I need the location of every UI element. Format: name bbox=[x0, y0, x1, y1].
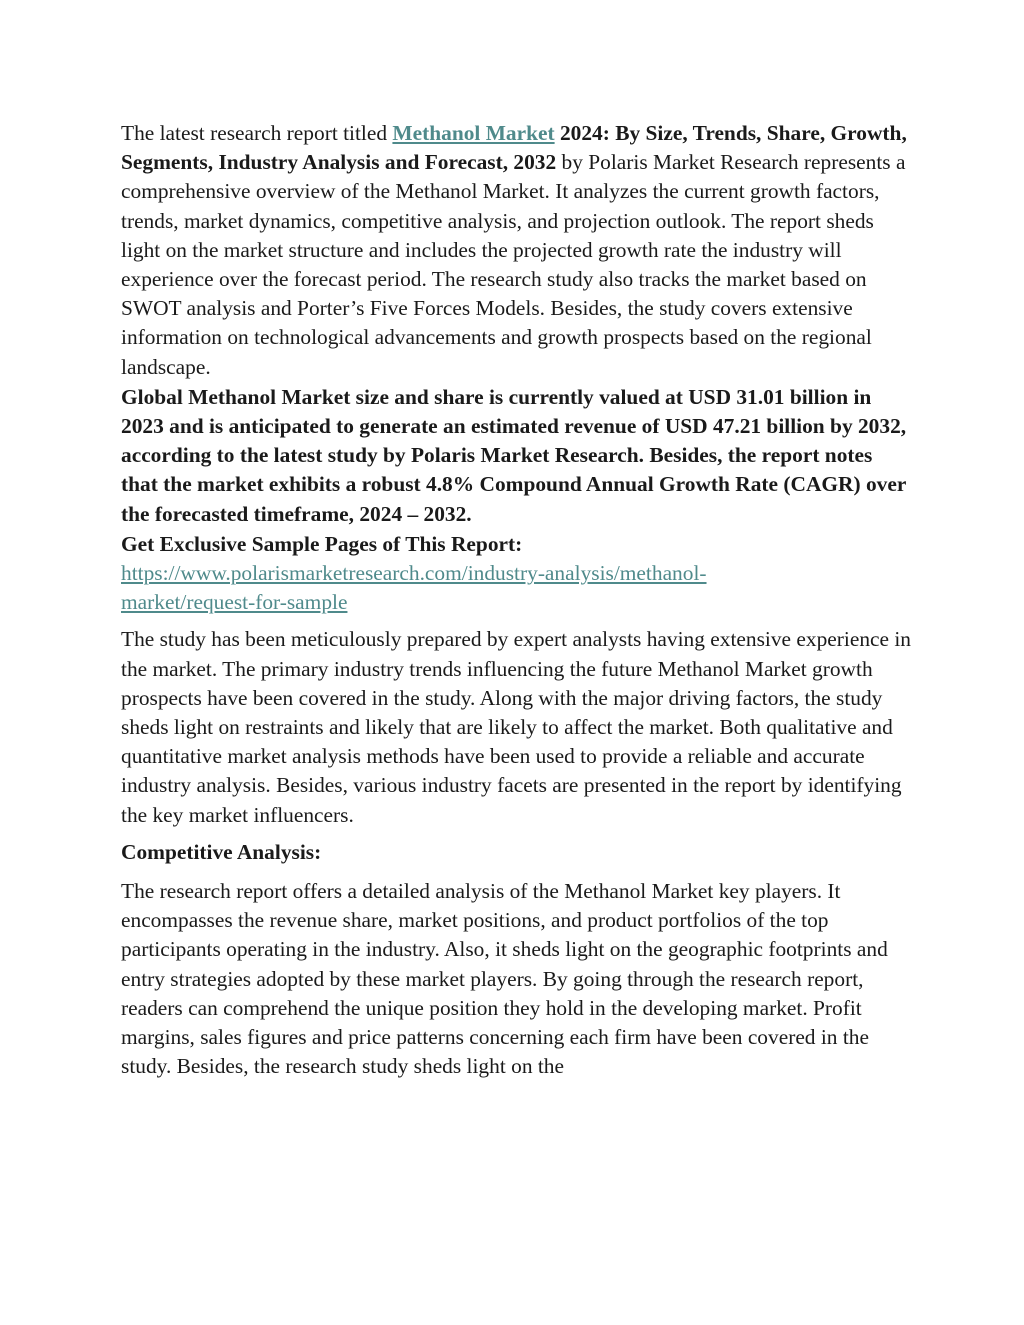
competitive-heading: Competitive Analysis: bbox=[121, 839, 322, 864]
methanol-market-link[interactable]: Methanol Market bbox=[392, 121, 555, 145]
competitive-paragraph: The research report offers a detailed analysis of the Methanol Market key players. It encompasses the revenue share, market positions, and product portfolios of the top participants operating in the industry. Also, it sheds light on the geographic footprints and entry strategies adopted by these market players. By going through the research report, readers can comprehend the unique position they hold in the developing market. Profit margins, sales figures and price patterns concerning each firm have been covered in the study. Besides, the research study sheds light on the bbox=[121, 879, 888, 1079]
market-size-paragraph: Global Methanol Market size and share is currently valued at USD 31.01 billion in 2023 and is anticipated to generate an estimated revenue of USD 47.21 billion by 2032, according to the latest study by Polaris Market Research. Besides, the report notes that the market exhibits a robust 4.8% Compound Annual Growth Rate (CAGR) over the forecasted timeframe, 2024 – 2032. bbox=[121, 384, 907, 526]
intro-lead: The latest research report titled bbox=[121, 121, 393, 145]
sample-heading: Get Exclusive Sample Pages of This Report: bbox=[121, 531, 523, 556]
report-title: 2024: By Size, Trends, Share, Growth, Segments, Industry Analysis and Forecast, 2032 bbox=[121, 121, 907, 175]
sample-url-link[interactable]: https://www.polarismarketresearch.com/industry-analysis/methanol- market/request-for-sample bbox=[121, 561, 707, 615]
document-page bbox=[121, 119, 911, 1082]
sample-url-paragraph bbox=[121, 559, 911, 617]
study-paragraph: The study has been meticulously prepared by expert analysts having extensive experience in the market. The primary industry trends influencing the future Methanol Market growth prospects have been covered in the study. Along with the major driving factors, the study sheds light on restraints and likely that are likely to affect the market. Both qualitative and quantitative market analysis methods have been used to provide a reliable and accurate industry analysis. Besides, various industry facets are presented in the report by identifying the key market influencers. bbox=[121, 627, 912, 827]
intro-paragraph bbox=[121, 119, 911, 382]
intro-rest: by Polaris Market Research represents a comprehensive overview of the Methanol Market. It analyzes the current growth factors, trends, market dynamics, competitive analysis, and projection outlook. The report sheds light on the market structure and includes the projected growth rate the industry will experience over the forecast period. The research study also tracks the market based on SWOT analysis and Porter’s Five Forces Models. Besides, the study covers extensive information on technological advancements and growth prospects based on the regional landscape. bbox=[121, 150, 906, 379]
